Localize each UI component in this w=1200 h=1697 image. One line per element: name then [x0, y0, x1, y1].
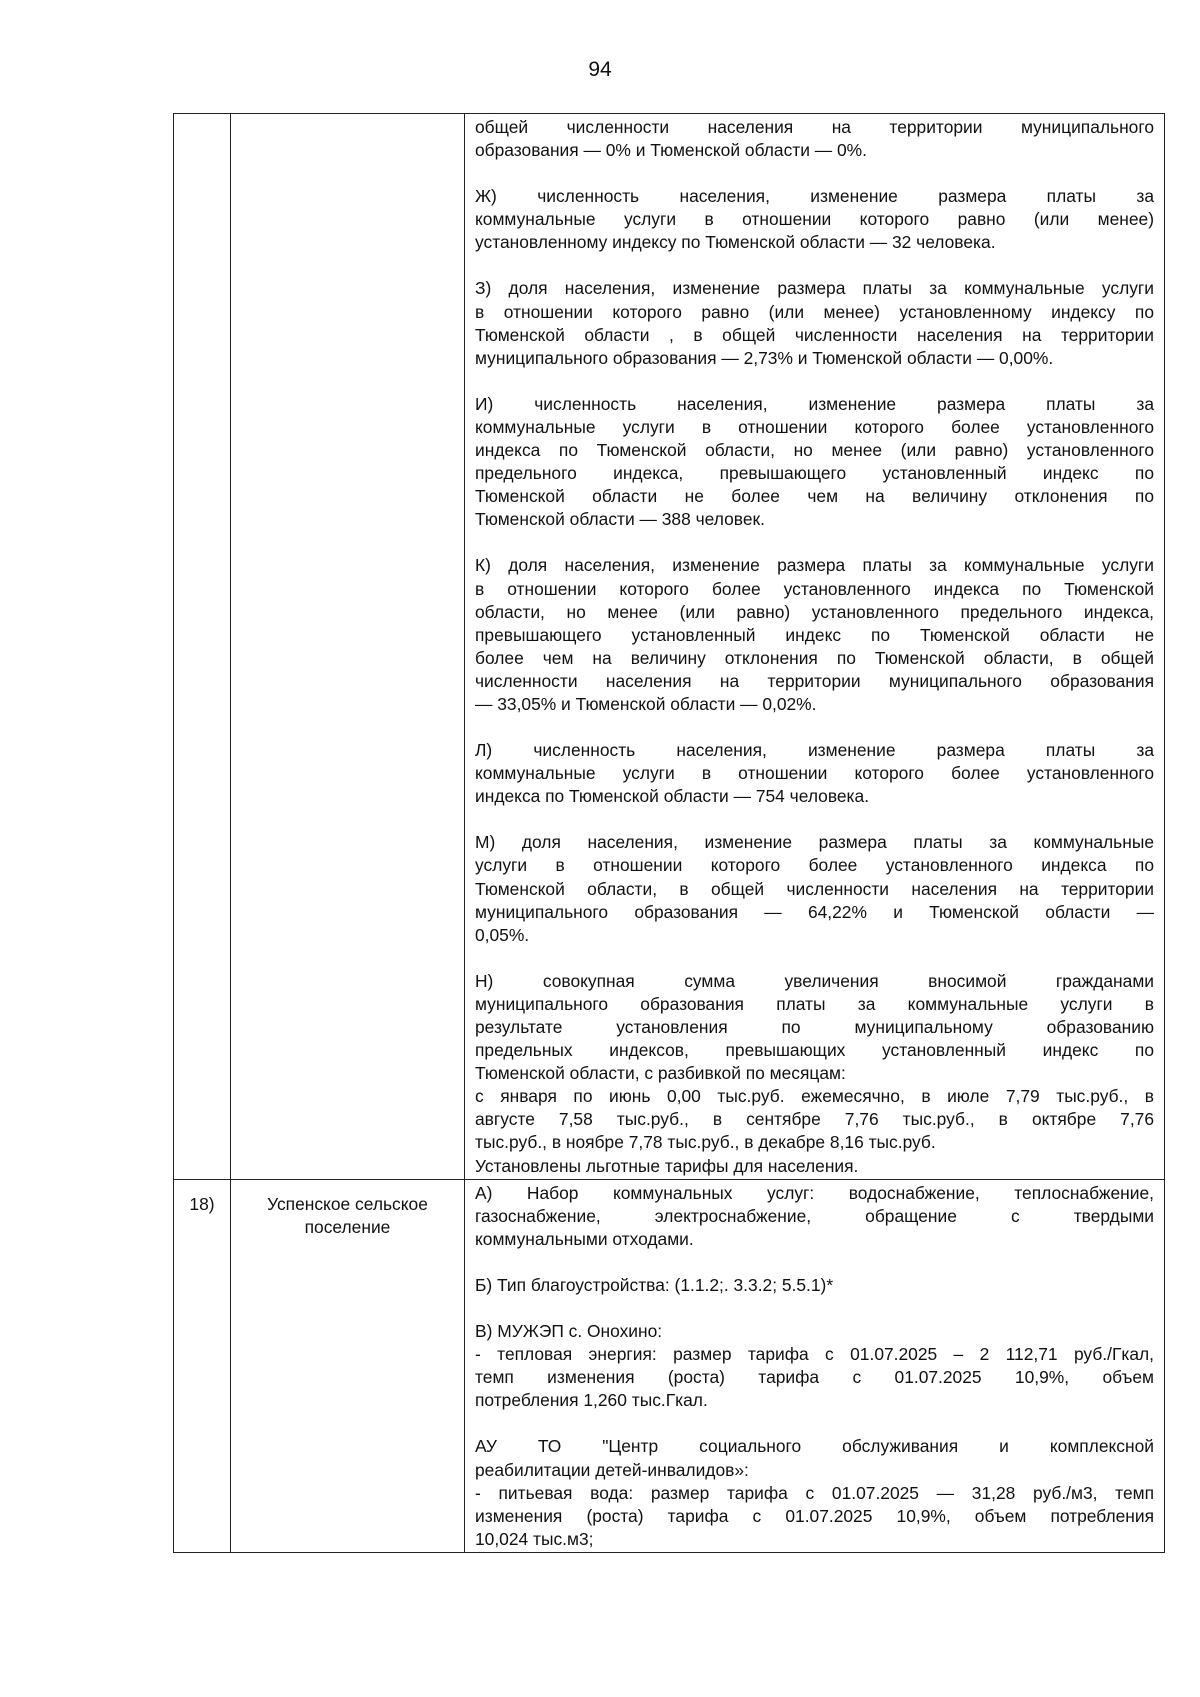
paragraph — [475, 970, 1154, 1085]
text-line: предельного индекса, превышающего установленный индекс по — [475, 463, 1154, 484]
text-line: М) доля населения, изменение размера платы за коммунальные — [475, 832, 1154, 853]
text-line: более чем на величину отклонения по Тюменской области, в общей — [475, 647, 1154, 668]
page-number: 94 — [588, 58, 612, 81]
text-line: коммунальные услуги в отношении которого более установленного — [475, 763, 1154, 784]
text-line: реабилитации детей-инвалидов»: — [475, 1459, 749, 1480]
text-line: К) доля населения, изменение размера платы за коммунальные услуги — [475, 555, 1154, 576]
text-line: - питьевая вода: размер тарифа с 01.07.2025 — 31,28 руб./м3, темп — [475, 1482, 1154, 1503]
text-line: общей численности населения на территории муниципального — [475, 117, 1154, 137]
municipality-name-line: поселение — [304, 1216, 391, 1237]
text-line: с января по июнь 0,00 тыс.руб. ежемесячно, в июле 7,79 тыс.руб., в — [475, 1086, 1154, 1107]
text-line: муниципального образования — 64,22% и Тюменской области — — [475, 901, 1154, 922]
paragraph — [475, 185, 1154, 254]
text-line: Б) Тип благоустройства: (1.1.2;. 3.3.2; 5.5.1)* — [475, 1274, 834, 1295]
text-line: индекса по Тюменской области, но менее (или равно) установленного — [475, 440, 1154, 461]
text-line: образования — 0% и Тюменской области — 0%. — [475, 140, 867, 161]
text-line: превышающего установленный индекс по Тюменской области не — [475, 624, 1154, 645]
text-line: в отношении которого равно (или менее) установленному индексу по — [475, 301, 1154, 322]
text-line: Л) численность населения, изменение размера платы за — [475, 740, 1154, 761]
text-line: Установлены льготные тарифы для населения. — [475, 1155, 859, 1176]
text-line: Ж) численность населения, изменение размера платы за — [475, 186, 1154, 207]
text-line: Тюменской области не более чем на величину отклонения по — [475, 486, 1154, 507]
municipality-name-cell — [231, 114, 465, 1180]
text-line: тыс.руб., в ноябре 7,78 тыс.руб., в декабре 8,16 тыс.руб. — [475, 1132, 936, 1153]
text-line: предельных индексов, превышающих установленный индекс по — [475, 1040, 1154, 1061]
text-line: услуги в отношении которого более установленного индекса по — [475, 855, 1154, 876]
paragraph — [475, 1435, 1154, 1481]
text-line: 10,024 тыс.м3; — [475, 1528, 594, 1549]
text-line: результате установления по муниципальному образованию — [475, 1017, 1154, 1037]
paragraph — [475, 1182, 1154, 1251]
text-line: августе 7,58 тыс.руб., в сентябре 7,76 тыс.руб., в октябре 7,76 — [475, 1109, 1154, 1130]
text-line: Тюменской области , в общей численности населения на территории — [475, 324, 1154, 345]
text-line: Тюменской области — 388 человек. — [475, 509, 765, 530]
text-line: в отношении которого более установленного индекса по Тюменской — [475, 578, 1154, 599]
text-line: индекса по Тюменской области — 754 человека. — [475, 786, 870, 807]
paragraph — [475, 1155, 1154, 1178]
text-line: газоснабжение, электроснабжение, обращение с твердыми — [475, 1205, 1154, 1226]
text-line: Тюменской области, с разбивкой по месяцам: — [475, 1063, 846, 1084]
paragraph — [475, 739, 1154, 808]
tariff-table — [173, 113, 1165, 1553]
municipality-name-cell — [231, 1179, 465, 1552]
text-line: коммунальными отходами. — [475, 1228, 694, 1249]
content-cell — [465, 1179, 1165, 1552]
paragraph — [475, 1085, 1154, 1154]
table-row — [174, 1179, 1165, 1552]
paragraph — [475, 554, 1154, 716]
municipality-name-line: Успенское сельское — [267, 1193, 428, 1214]
paragraph — [475, 1482, 1154, 1551]
content-cell — [465, 114, 1165, 1180]
paragraph — [475, 1343, 1154, 1412]
text-line: Н) совокупная сумма увеличения вносимой гражданами — [475, 970, 1154, 991]
paragraph — [475, 116, 1154, 162]
row-number-cell: 18) — [174, 1179, 231, 1552]
text-line: области, но менее (или равно) установленного предельного индекса, — [475, 601, 1154, 622]
text-line: установленному индексу по Тюменской области — 32 человека. — [475, 232, 996, 253]
text-line: И) численность населения, изменение размера платы за — [475, 393, 1154, 414]
text-line: Тюменской области, в общей численности населения на территории — [475, 878, 1154, 899]
text-line: потребления 1,260 тыс.Гкал. — [475, 1390, 708, 1411]
text-line: изменения (роста) тарифа с 01.07.2025 10,9%, объем потребления — [475, 1505, 1154, 1526]
paragraph — [475, 1320, 1154, 1343]
text-line: численности населения на территории муниципального образования — [475, 670, 1154, 691]
row-number-cell — [174, 114, 231, 1180]
paragraph — [475, 277, 1154, 369]
paragraph — [475, 1274, 1154, 1297]
text-line: В) МУЖЭП с. Онохино: — [475, 1321, 663, 1342]
paragraph — [475, 831, 1154, 946]
text-line: — 33,05% и Тюменской области — 0,02%. — [475, 693, 817, 714]
text-line: муниципального образования — 2,73% и Тюменской области — 0,00%. — [475, 347, 1054, 368]
text-line: - тепловая энергия: размер тарифа с 01.07.2025 – 2 112,71 руб./Гкал, — [475, 1344, 1154, 1365]
text-line: коммунальные услуги в отношении которого равно (или менее) — [475, 209, 1154, 230]
text-line: З) доля населения, изменение размера платы за коммунальные услуги — [475, 278, 1154, 299]
text-line: коммунальные услуги в отношении которого более установленного — [475, 416, 1154, 437]
text-line: 0,05%. — [475, 924, 530, 945]
text-line: муниципального образования платы за коммунальные услуги в — [475, 993, 1154, 1014]
table-row — [174, 114, 1165, 1180]
text-line: А) Набор коммунальных услуг: водоснабжение, теплоснабжение, — [475, 1182, 1154, 1203]
text-line: АУ ТО "Центр социального обслуживания и комплексной — [475, 1436, 1154, 1457]
paragraph — [475, 393, 1154, 532]
text-line: темп изменения (роста) тарифа с 01.07.2025 10,9%, объем — [475, 1367, 1154, 1388]
